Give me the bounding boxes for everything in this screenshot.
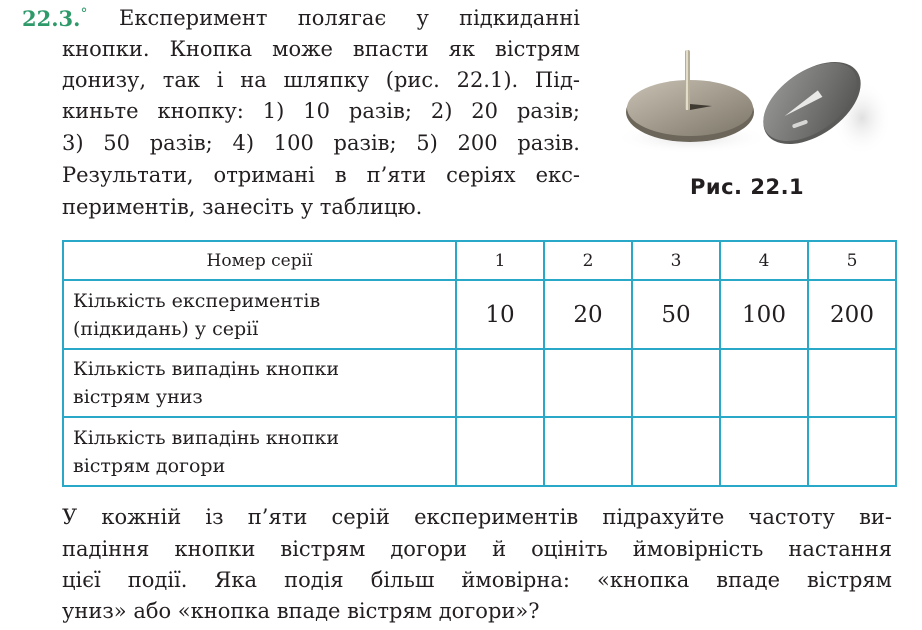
difficulty-marker: ° (80, 6, 88, 22)
table-header-row (63, 241, 896, 280)
intro-line: Результати, отримані в п’яти серіях екс- (62, 163, 580, 187)
table-cell (632, 417, 720, 486)
table-row-experiments (63, 280, 896, 349)
header-series-number: 3 (632, 241, 720, 280)
table-cell: 20 (544, 280, 632, 349)
intro-line: киньте кнопку: 1) 10 разів; 2) 20 разів; (62, 99, 580, 123)
table-cell (720, 417, 808, 486)
thumbtack-image (612, 38, 902, 168)
table-cell (456, 349, 544, 417)
table-cell (632, 349, 720, 417)
table-cell (544, 349, 632, 417)
row-label: Кількість випадінь кнопки вістрям униз (63, 349, 456, 417)
table-cell (456, 417, 544, 486)
question-line: падіння кнопки вістрям догори й оцініть ймовірність настання (62, 537, 892, 561)
experiment-table (62, 240, 897, 487)
intro-line: кнопки. Кнопка може впасти як вістрям (62, 37, 580, 61)
table-row-point-up (63, 417, 896, 486)
table-cell: 100 (720, 280, 808, 349)
header-series-number: 1 (456, 241, 544, 280)
row-label: Кількість експериментів (підкидань) у серії (63, 280, 456, 349)
intro-line: 3) 50 разів; 4) 100 разів; 5) 200 разів. (62, 131, 580, 155)
table-row-point-down (63, 349, 896, 417)
intro-line: Експеримент полягає у підкиданні (119, 6, 580, 30)
thumbtack-figure (612, 38, 902, 168)
question-line: цієї події. Яка подія більш ймовірна: «кнопка впаде вістрям (62, 568, 892, 592)
intro-line: донизу, так і на шляпку (рис. 22.1). Під- (62, 68, 580, 92)
table-cell (808, 349, 896, 417)
header-series-number: 2 (544, 241, 632, 280)
exercise-number: 22.3.° (22, 6, 88, 31)
header-series-label: Номер серії (63, 241, 456, 280)
intro-line: периментів, занесіть у таблицю. (62, 195, 423, 219)
figure-caption: Рис. 22.1 (690, 175, 805, 199)
table-cell (808, 417, 896, 486)
table-cell: 50 (632, 280, 720, 349)
table-cell: 200 (808, 280, 896, 349)
table-cell: 10 (456, 280, 544, 349)
row-label: Кількість випадінь кнопки вістрям догори (63, 417, 456, 486)
question-line: униз» або «кнопка впаде вістрям догори»? (62, 599, 540, 623)
question-line: У кожній із п’яти серій експериментів підрахуйте частоту ви- (62, 505, 892, 529)
header-series-number: 4 (720, 241, 808, 280)
header-series-number: 5 (808, 241, 896, 280)
table-cell (720, 349, 808, 417)
table-cell (544, 417, 632, 486)
